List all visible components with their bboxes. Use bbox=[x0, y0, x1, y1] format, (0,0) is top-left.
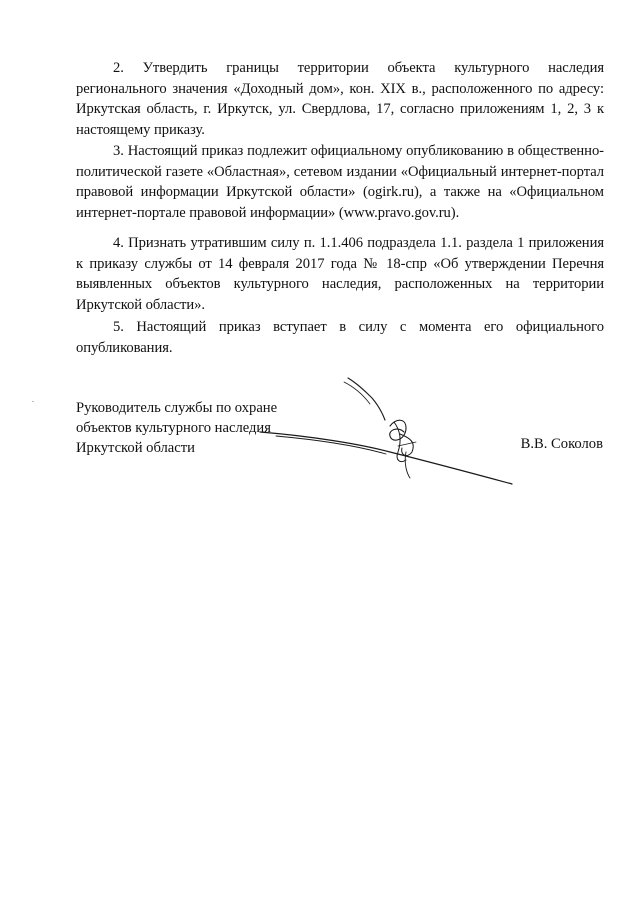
paragraph-3: 3. Настоящий приказ подлежит официальному опубликованию в общественно-политической газете «Областная», сетевом издании «Официальный интернет-портал правовой информации Иркутской области» (ogirk.ru), а также на «Официальном интернет-портале правовой информации» (www.pravo.gov.ru). bbox=[76, 143, 604, 221]
position-line-1: Руководитель службы по охране bbox=[76, 400, 278, 416]
position-line-2: объектов культурного наследия bbox=[76, 419, 271, 436]
scan-speck bbox=[32, 401, 34, 402]
paragraph-2: 2. Утвердить границы территории объекта культурного наследия регионального значения «Доходный дом», кон. XIX в., расположенного по адресу: Иркутская область, г. Иркутск, ул. Свердлова, 17, согласно приложениям 1, 2, 3 к настоящему приказу. bbox=[76, 60, 604, 138]
signer-name: В.В. Соколов bbox=[520, 436, 603, 452]
position-line-3: Иркутской области bbox=[76, 439, 195, 456]
handwritten-signature bbox=[240, 360, 520, 500]
paragraph-4: 4. Признать утратившим силу п. 1.1.406 подраздела 1.1. раздела 1 приложения к приказу службы от 14 февраля 2017 года № 18-спр «Об утверждении Перечня выявленных объектов культурного наследия, расположенных на территории Иркутской области». bbox=[76, 235, 604, 313]
paragraph-5: 5. Настоящий приказ вступает в силу с момента его официального опубликования. bbox=[76, 319, 604, 356]
